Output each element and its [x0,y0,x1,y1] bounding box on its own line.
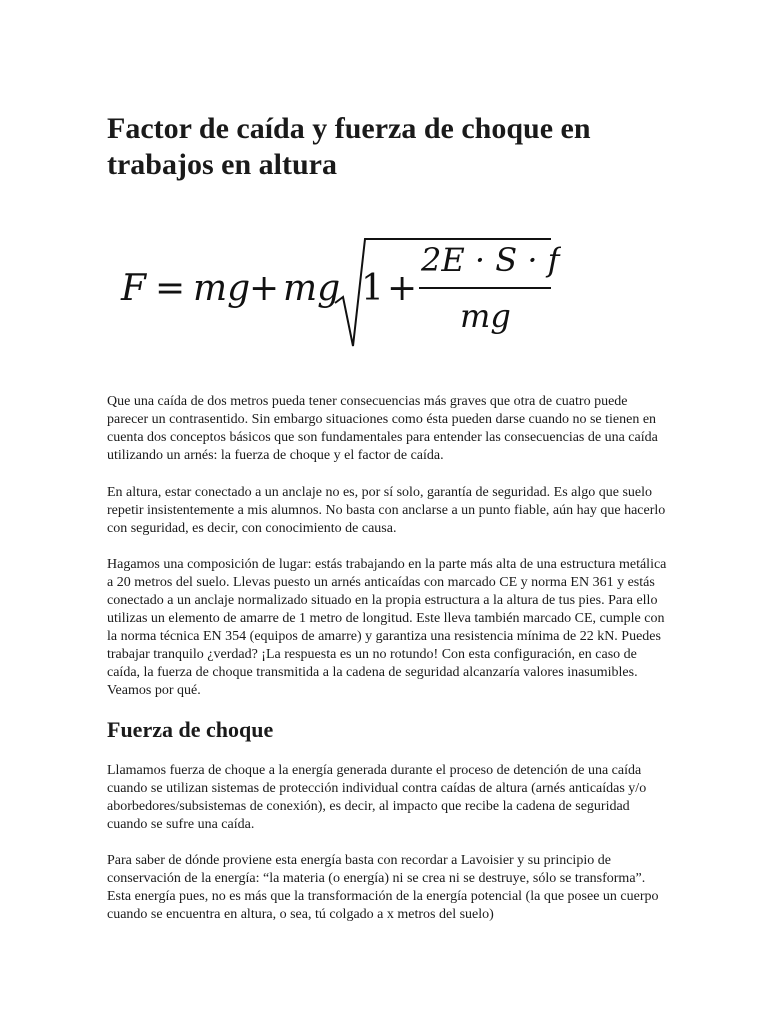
formula-plus-2: + [387,268,418,309]
formula-term-2: mg [283,268,341,309]
intro-paragraph: Hagamos una composición de lugar: estás trabajando en la parte más alta de una estructura metálica a 20 metros del suelo. Llevas puesto un arnés anticaídas con marcado CE y norma EN 361 y estás conectado a un anclaje normalizado situado en la propia estructura a la altura de tus pies. Para ello utilizas un elemento de amarre de 1 metro de longitud. Este lleva también marcado CE, cumple con la norma técnica EN 354 (equipos de amarre) y garantiza una resistencia mínima de 22 kN. Puedes trabajar tranquilo ¿verdad? ¡La respuesta es un no rotundo! Con esta configuración, en caso de caída, la fuerza de choque transmitida a la cadena de seguridad alcanzaría valores inasumibles. Veamos por qué. [107,557,667,698]
formula-denominator: mg [460,297,511,335]
formula-numerator: 2E · S · f [421,241,560,279]
section-paragraph: Llamamos fuerza de choque a la energía generada durante el proceso de detención de una caída cuando se utilizan sistemas de protección individual contra caídas de altura (arnés anticaídas y/o aborbedores/subsistemas de conexión), es decir, al impacto que recibe la cadena de seguridad cuando se sufre una caída. [107,763,647,832]
formula-one: 1 [361,268,384,309]
formula-plus: + [249,268,280,309]
formula-lhs: F [121,268,146,309]
formula-term-1: mg [193,268,251,309]
intro-paragraph: Que una caída de dos metros pueda tener consecuencias más graves que otra de cuatro puede parecer un contrasentido. Sin embargo situaciones como ésta pueden darse cuando no se tienen en cuenta dos conceptos básicos que son fundamentales para entender las consecuencias de una caída utilizando un arnés: la fuerza de choque y el factor de caída. [107,394,658,463]
impact-force-formula [107,203,561,371]
document-title: Factor de caída y fuerza de choque en trabajos en altura [107,112,591,181]
formula-graphic [107,203,561,371]
intro-paragraph: En altura, estar conectado a un anclaje no es, por sí solo, garantía de seguridad. Es algo que suelo repetir insistentemente a mis alumnos. No basta con anclarse a un punto fiable, aún hay que hacerlo con seguridad, es decir, con conocimiento de causa. [107,485,666,536]
formula-equals: = [155,268,186,309]
section-paragraph: Para saber de dónde proviene esta energía basta con recordar a Lavoisier y su principio de conservación de la energía: “la materia (o energía) ni se crea ni se destruye, sólo se transforma”. Esta energía pues, no es más que la transformación de la energía potencial (la que posee un cuerpo cuando se encuentra en altura, o sea, tú colgado a x metros del suelo) [107,853,659,922]
section-heading: Fuerza de choque [107,717,274,742]
